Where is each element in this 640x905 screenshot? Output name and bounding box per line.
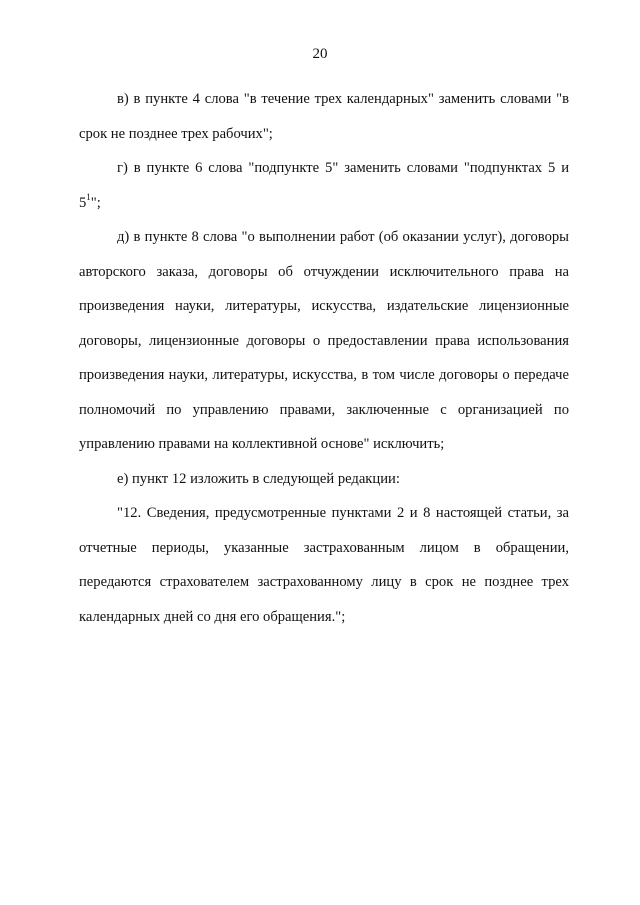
paragraph-12: "12. Сведения, предусмотренные пунктами 2 и 8 настоящей статьи, за отчетные периоды, указанные застрахованным лицом в обращении, передаются страхователем застрахованному лицу в срок не позднее трех календарных дней со дня его обращения."; bbox=[79, 505, 569, 625]
paragraph-v: в) в пункте 4 слова "в течение трех календарных" заменить словами "в срок не позднее трех рабочих"; bbox=[79, 91, 569, 142]
paragraph-g-text: г) в пункте 6 слова "подпункте 5" заменить словами "подпунктах 5 и 5 bbox=[79, 160, 569, 211]
page-number: 20 bbox=[312, 46, 328, 62]
paragraph-e: е) пункт 12 изложить в следующей редакции: bbox=[117, 470, 400, 487]
paragraph-g bbox=[79, 151, 569, 220]
paragraph-d: д) в пункте 8 слова "о выполнении работ (об оказании услуг), договоры авторского заказа, договоры об отчуждении исключительного права на произведения науки, литературы, искусства, издательские лицензионные договоры, лицензионные договоры о предоставлении права использования произведения науки, литературы, искусства, в том числе договоры о передаче полномочий по управлению правами, заключенные с организацией по управлению правами на коллективной основе" исключить; bbox=[79, 229, 569, 452]
superscript-one: 1 bbox=[86, 191, 91, 202]
document-body bbox=[79, 82, 569, 634]
paragraph-g-tail: "; bbox=[90, 194, 101, 211]
